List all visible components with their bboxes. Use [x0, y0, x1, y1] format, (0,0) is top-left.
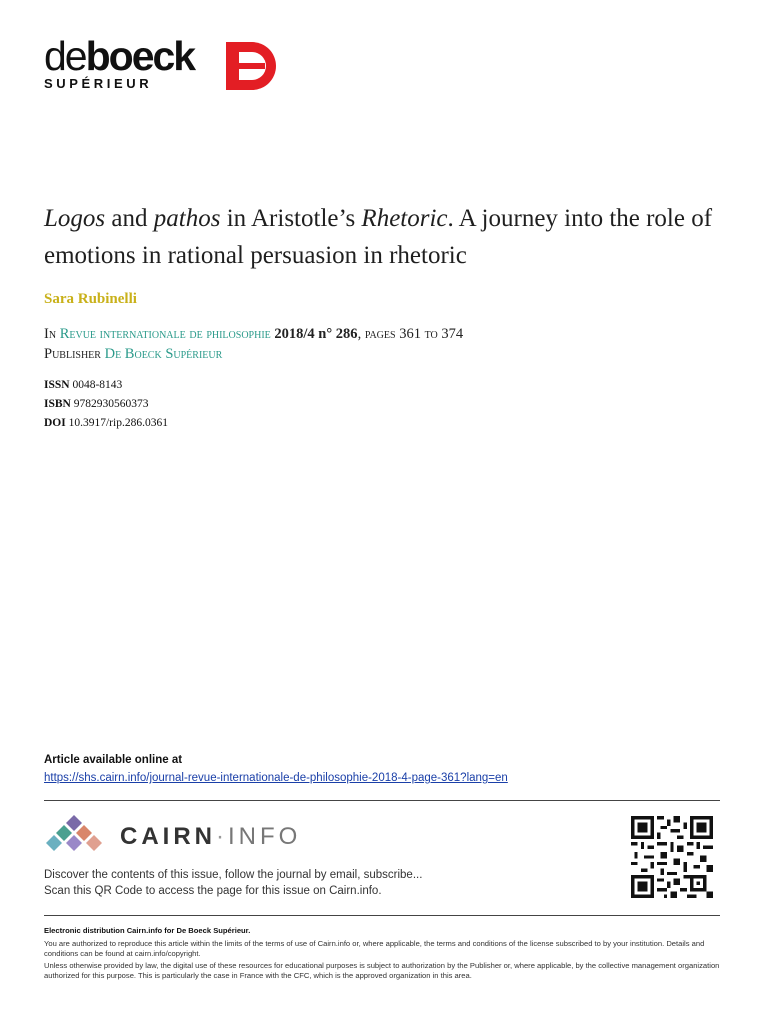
in-label: In — [44, 326, 57, 342]
citation-line — [44, 324, 463, 344]
title-pathos: pathos — [153, 205, 221, 232]
issue-number: 2018/4 n° 286 — [274, 326, 358, 342]
page-range: , pages 361 to 374 — [357, 326, 464, 342]
discover-text — [44, 867, 422, 899]
doi-line — [44, 415, 168, 431]
doi-label: DOI — [44, 417, 66, 429]
article-url-link[interactable]: https://shs.cairn.info/journal-revue-internationale-de-philosophie-2018-4-page-361?lang=en — [44, 772, 508, 784]
logo-wordmark — [44, 34, 194, 78]
footer-legal: Unless otherwise provided by law, the digital use of these resources for educational purposes is subject to authorization by the Publisher or, where applicable, by the collective management organization authorized for this purpose. This is particularly the case in France with the CFC, which is the approved organization in this area. — [44, 961, 720, 980]
divider-bottom — [44, 915, 720, 916]
cairn-diamonds-icon — [44, 815, 112, 859]
logo-word-bold: boeck — [85, 33, 195, 79]
issn-line — [44, 377, 122, 393]
isbn-value: 9782930560373 — [73, 398, 149, 410]
article-title — [44, 200, 724, 274]
publisher-logo — [44, 33, 284, 94]
logo-d-mark-icon — [226, 42, 278, 90]
title-text-1: and — [105, 205, 154, 232]
footer-title: Electronic distribution Cairn.info for De Boeck Supérieur. — [44, 926, 251, 935]
qr-code-icon[interactable] — [629, 816, 715, 898]
available-online-label: Article available online at — [44, 754, 183, 766]
cairn-wordmark — [120, 823, 301, 851]
cairn-dot: · — [216, 823, 228, 850]
title-text-3: . A journey into the role of emotions in rational persuasion in rhetoric — [44, 205, 713, 269]
issn-label: ISSN — [44, 379, 70, 391]
logo-subline: SUPÉRIEUR — [44, 76, 153, 91]
doi-value: 10.3917/rip.286.0361 — [68, 417, 168, 429]
cairn-logo[interactable] — [44, 815, 334, 859]
issn-value: 0048-8143 — [72, 379, 123, 391]
isbn-label: ISBN — [44, 398, 71, 410]
title-logos: Logos — [44, 205, 106, 232]
publisher-label: Publisher — [44, 346, 101, 362]
title-text-2: in Aristotle’s — [220, 205, 362, 232]
publisher-link[interactable]: De Boeck Supérieur — [104, 346, 223, 362]
cairn-word-2: INFO — [228, 823, 302, 850]
cairn-word-1: CAIRN — [120, 823, 216, 850]
logo-word-light: de — [44, 33, 86, 79]
discover-line-2: Scan this QR Code to access the page for this issue on Cairn.info. — [44, 885, 382, 897]
footer-terms: You are authorized to reproduce this article within the limits of the terms of use of Cairn.info or, where applicable, the terms and conditions of the license subscribed to by your institution. Details and conditions can be found at cairn.info/copyright. — [44, 939, 705, 958]
discover-line-1: Discover the contents of this issue, follow the journal by email, subscribe... — [44, 869, 423, 881]
title-rhetoric: Rhetoric — [361, 205, 448, 232]
author-name[interactable]: Sara Rubinelli — [44, 291, 137, 307]
divider-top — [44, 800, 720, 801]
journal-link[interactable]: Revue internationale de philosophie — [59, 326, 271, 342]
publisher-line — [44, 344, 222, 364]
isbn-line — [44, 396, 148, 412]
